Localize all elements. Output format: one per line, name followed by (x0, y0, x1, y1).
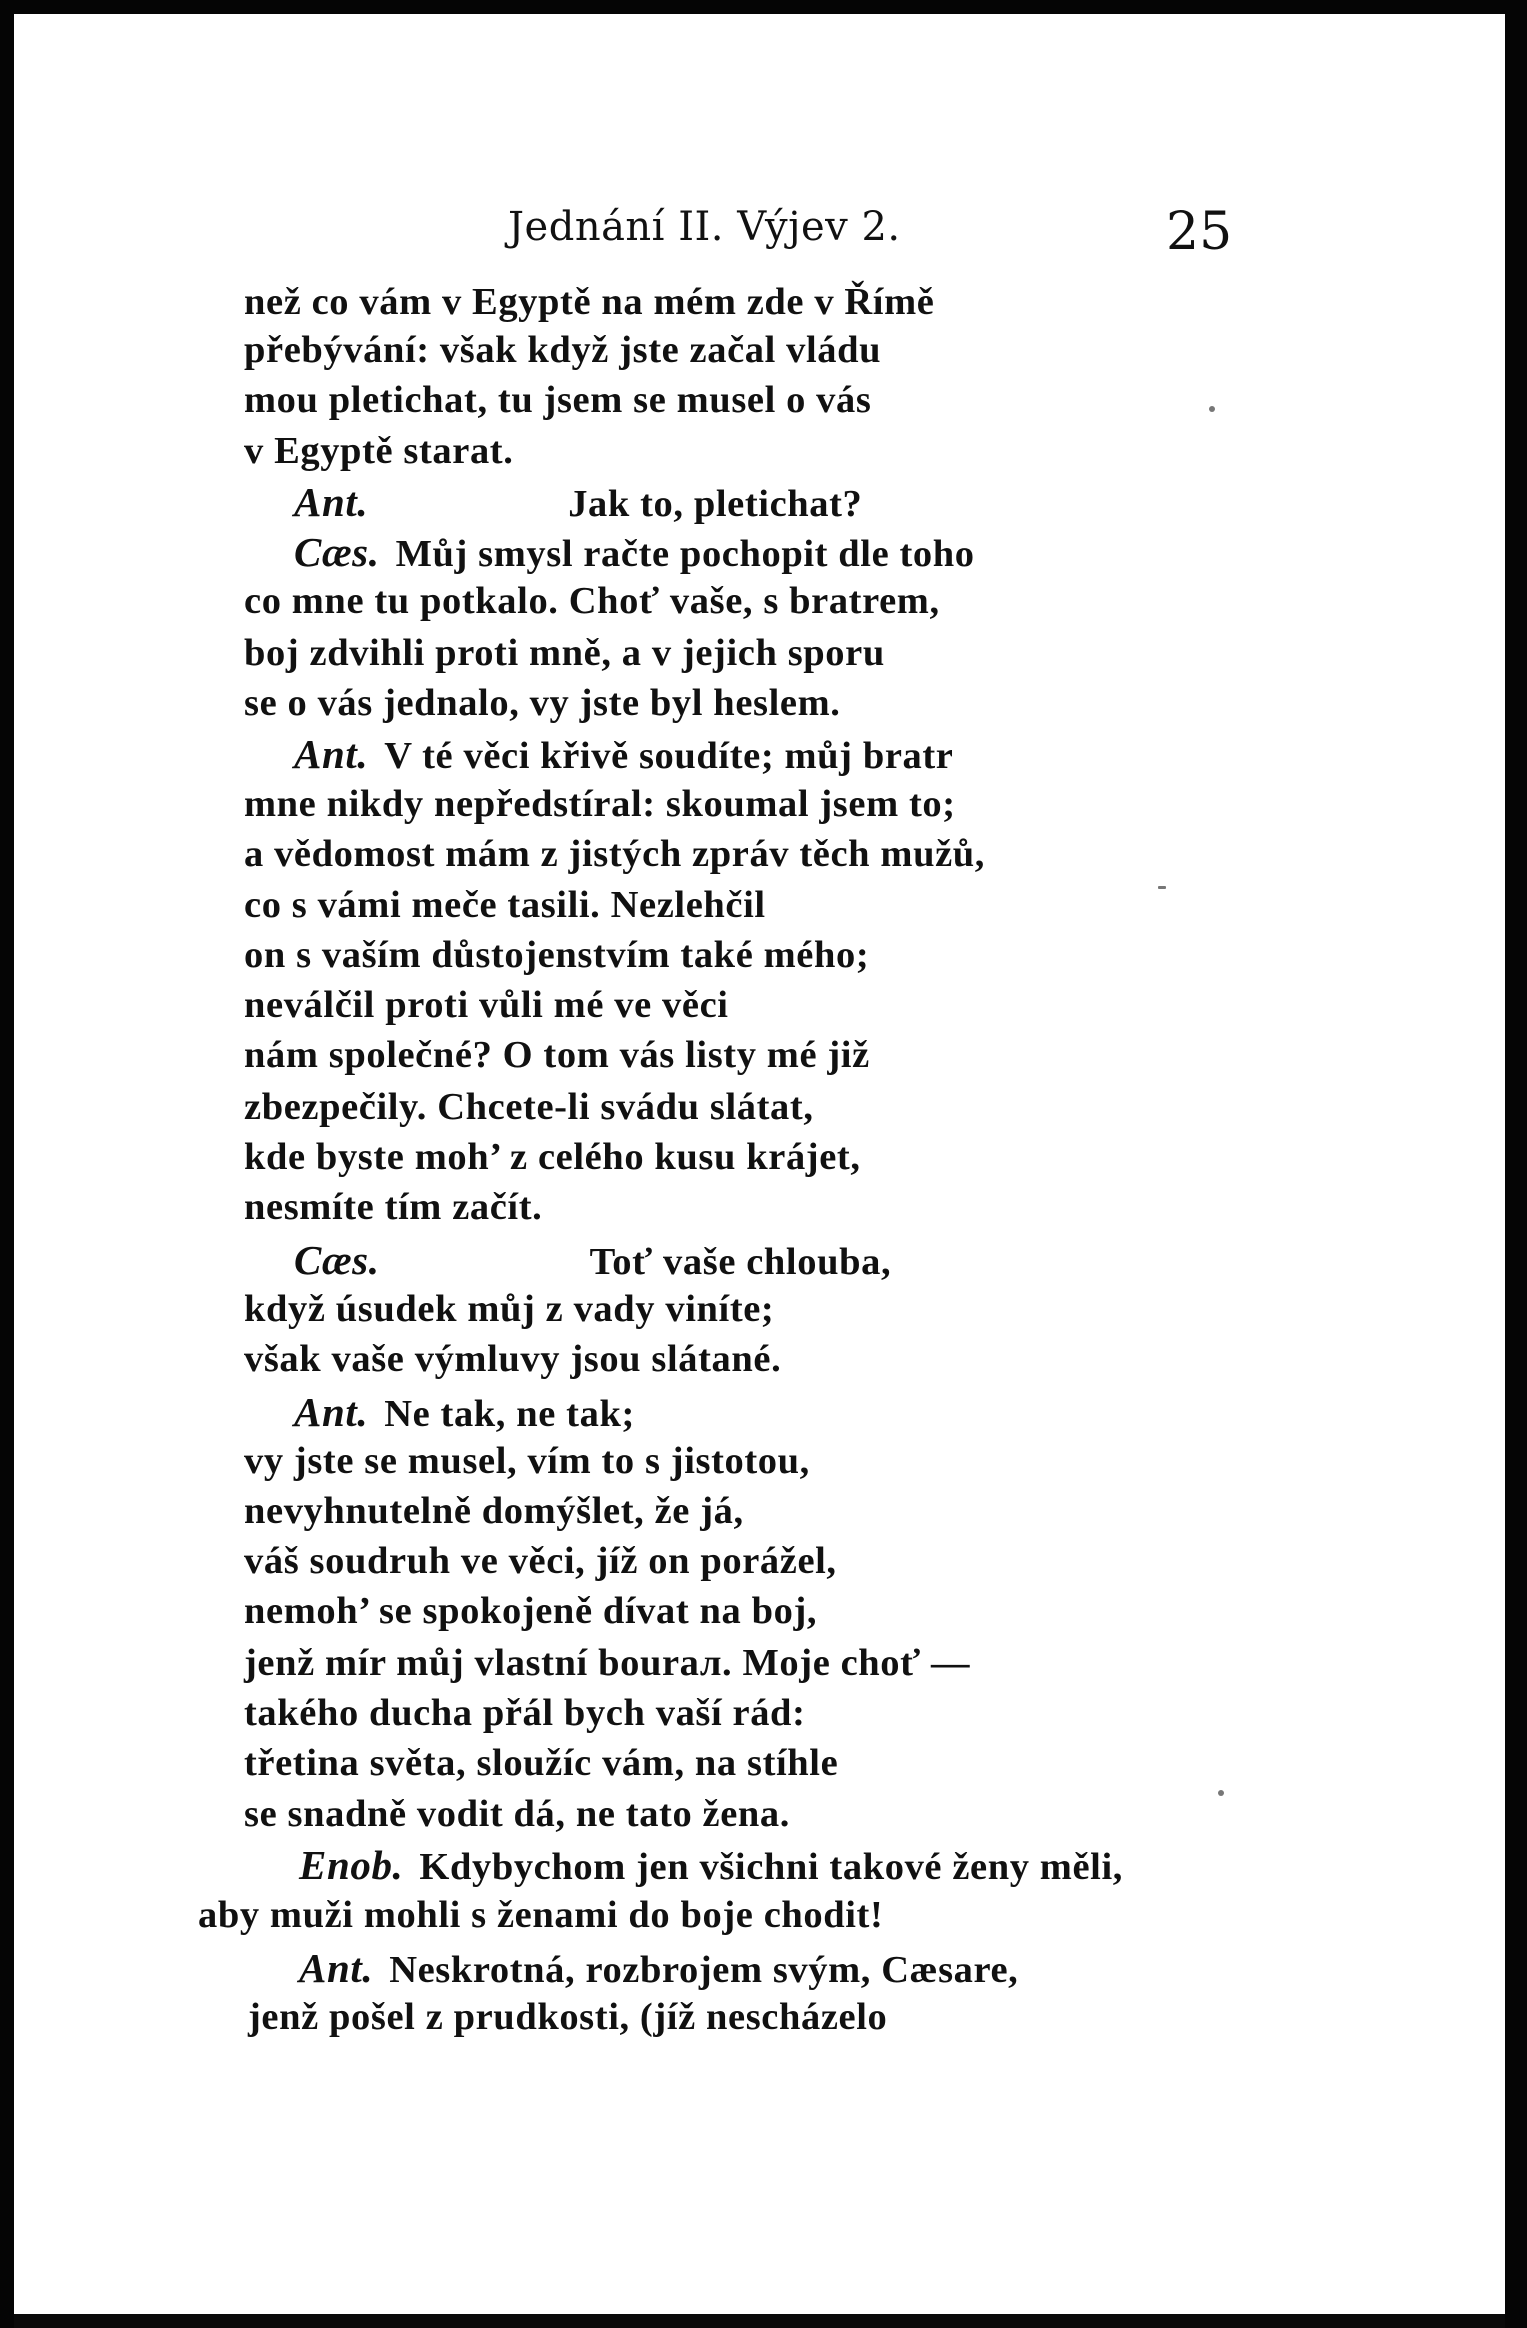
text-line: vy jste se musel, vím to s jistotou, (244, 1440, 810, 1482)
text-line: a vědomost mám z jistých zpráv těch mužů, (244, 833, 986, 875)
scan-speck (1209, 406, 1215, 412)
speaker-name: Ant. (294, 479, 369, 525)
text-line: jenž pošel z prudkosti, (jíž nescházelo (248, 1996, 888, 2038)
text-line: on s vaším důstojenstvím také mého; (244, 934, 870, 976)
text-line (294, 1237, 892, 1283)
scan-border-left (0, 0, 14, 2328)
text-line: nesmíte tím začít. (244, 1186, 543, 1228)
speech-text: Toť vaše chlouba, (589, 1241, 892, 1283)
text-line: zbezpečily. Chcete-li svádu slátat, (244, 1086, 814, 1128)
scan-speck (1158, 886, 1166, 889)
text-line (294, 529, 975, 575)
text-line: v Egyptě starat. (244, 430, 514, 472)
text-line: se o vás jednalo, vy jste byl heslem. (244, 682, 841, 724)
speech-text: Ne tak, ne tak; (384, 1393, 635, 1435)
speaker-name: Ant. (294, 1389, 369, 1435)
speech-text: Neskrotná, rozbrojem svým, Cæsare, (389, 1949, 1019, 1991)
text-line: aby muži mohli s ženami do boje chodit! (198, 1894, 884, 1936)
speech-text: Můj smysl račte pochopit dle toho (395, 533, 975, 575)
text-line: co s vámi meče tasili. Nezlehčil (244, 884, 766, 926)
text-line (299, 1842, 1123, 1888)
text-line (294, 731, 954, 777)
text-line: když úsudek můj z vady viníte; (244, 1288, 775, 1330)
text-line: takého ducha přál bych vaší rád: (244, 1692, 806, 1734)
speaker-name: Enob. (299, 1842, 404, 1888)
text-line: přebývání: však když jste začal vládu (244, 329, 882, 371)
running-head: Jednání II. Výjev 2. (508, 204, 901, 250)
text-line: kde byste moh’ z celého kusu krájet, (244, 1136, 861, 1178)
page-number: 25 (1166, 202, 1233, 262)
text-line: co mne tu potkalo. Choť vaše, s bratrem, (244, 580, 940, 622)
text-line: váš soudruh ve věci, jíž on porážel, (244, 1540, 837, 1582)
book-page (14, 14, 1505, 2314)
text-line: se snadně vodit dá, ne tato žena. (244, 1793, 790, 1835)
text-line: třetina světa, sloužíc vám, na stíhle (244, 1742, 839, 1784)
speech-text: Kdybychom jen všichni takové ženy měli, (419, 1846, 1123, 1888)
page-header (14, 204, 1505, 264)
speaker-name: Ant. (299, 1945, 374, 1991)
text-line (299, 1945, 1019, 1991)
text-line: boj zdvihli proti mně, a v jejich sporu (244, 632, 885, 674)
speech-text: V té věci křivě soudíte; můj bratr (384, 735, 954, 777)
speaker-name: Cæs. (294, 529, 380, 575)
text-line: než co vám v Egyptě na mém zde v Římě (244, 281, 935, 323)
text-line: neválčil proti vůli mé ve věci (244, 984, 729, 1026)
speaker-name: Cæs. (294, 1237, 380, 1283)
text-line: nemoh’ se spokojeně dívat na boj, (244, 1590, 818, 1632)
text-line (294, 479, 863, 525)
scan-border-right (1505, 0, 1527, 2328)
text-line: nám společné? O tom vás listy mé již (244, 1034, 870, 1076)
speech-text: Jak to, pletichat? (568, 483, 863, 525)
text-line: však vaše výmluvy jsou slátané. (244, 1338, 782, 1380)
text-line: nevyhnutelně domýšlet, že já, (244, 1490, 744, 1532)
text-line: mou pletichat, tu jsem se musel o vás (244, 379, 872, 421)
text-line: mne nikdy nepředstíral: skoumal jsem to; (244, 783, 956, 825)
text-line: jenž mír můj vlastní bourал. Moje choť — (244, 1642, 971, 1684)
speaker-name: Ant. (294, 731, 369, 777)
scan-border-top (0, 0, 1527, 14)
scan-speck (1218, 1790, 1224, 1796)
text-line (294, 1389, 635, 1435)
